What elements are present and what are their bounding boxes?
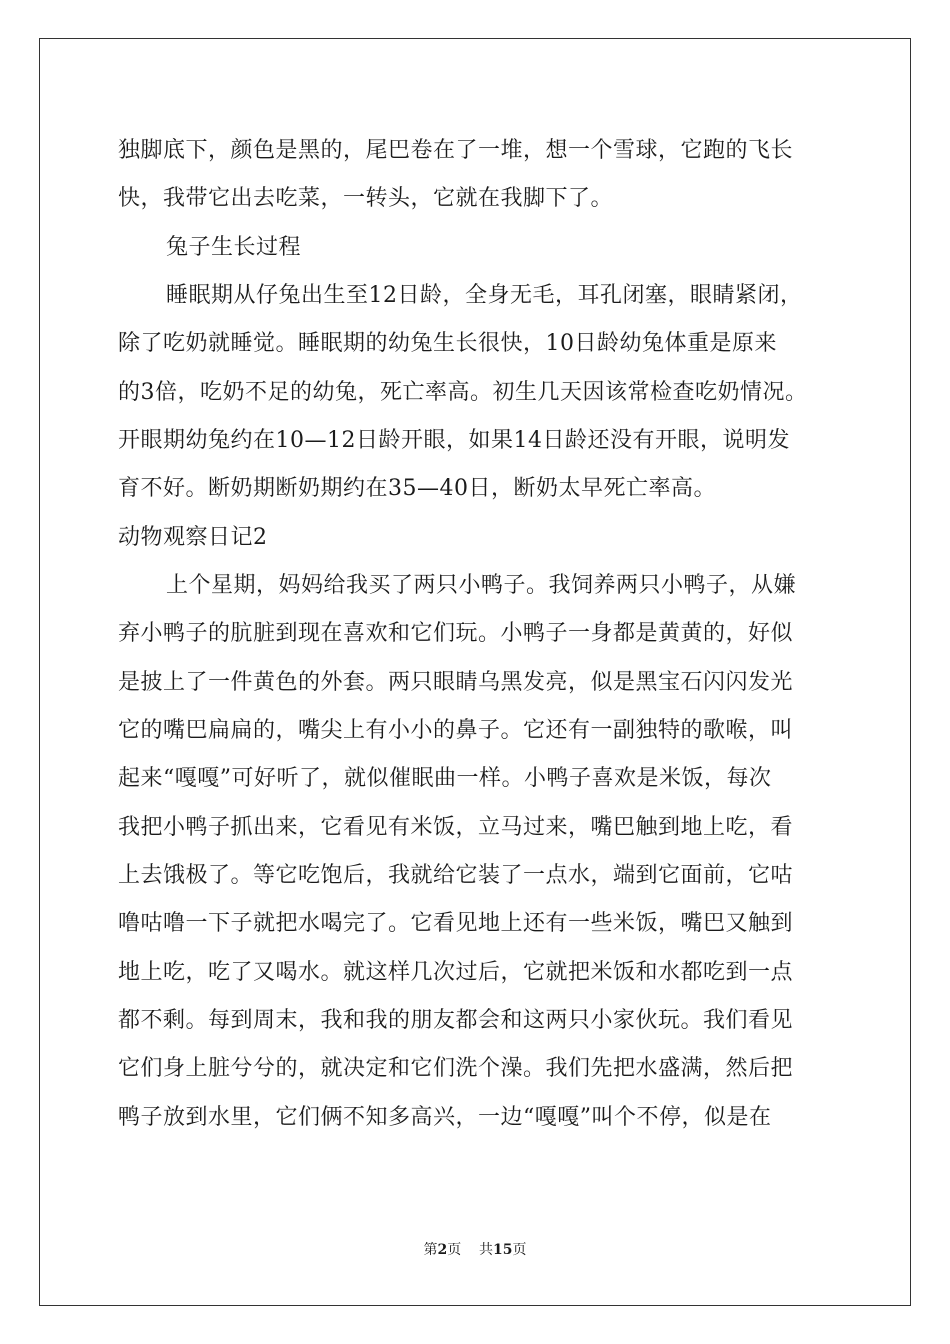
text-line: 它的嘴巴扁扁的，嘴尖上有小小的鼻子。它还有一副独特的歌喉，叫 <box>118 718 794 743</box>
total-prefix: 共 <box>479 1242 494 1258</box>
text-line: 是披上了一件黄色的外套。两只眼睛乌黑发亮，似是黑宝石闪闪发光 <box>118 670 794 695</box>
text-line: 除了吃奶就睡觉。睡眠期的幼兔生长很快，10日龄幼兔体重是原来 <box>118 331 777 356</box>
text-line: 它们身上脏兮兮的，就决定和它们洗个澡。我们先把水盛满，然后把 <box>118 1056 794 1081</box>
section-heading: 动物观察日记2 <box>118 525 268 550</box>
page-suffix: 页 <box>447 1242 462 1258</box>
text-line: 上个星期，妈妈给我买了两只小鸭子。我饲养两只小鸭子，从嫌 <box>166 573 797 598</box>
total-suffix: 页 <box>512 1242 527 1258</box>
text-line: 鸭子放到水里，它们俩不知多高兴，一边“嘎嘎”叫个不停，似是在 <box>118 1105 772 1130</box>
section-heading: 兔子生长过程 <box>166 235 302 260</box>
total-page-number: 15 <box>493 1242 513 1258</box>
page-prefix: 第 <box>423 1242 438 1258</box>
text-line: 都不剩。每到周末，我和我的朋友都会和这两只小家伙玩。我们看见 <box>118 1008 794 1033</box>
current-page-number: 2 <box>437 1242 448 1258</box>
text-line: 育不好。断奶期断奶期约在35—40日，断奶太早死亡率高。 <box>118 476 716 501</box>
text-line: 地上吃，吃了又喝水。就这样几次过后，它就把米饭和水都吃到一点 <box>118 960 794 985</box>
page-footer <box>0 1240 950 1260</box>
text-line: 的3倍，吃奶不足的幼兔，死亡率高。初生几天因该常检查吃奶情况。 <box>118 380 808 405</box>
text-line: 睡眠期从仔兔出生至12日龄，全身无毛，耳孔闭塞，眼睛紧闭， <box>166 283 803 308</box>
text-line: 开眼期幼兔约在10—12日龄开眼，如果14日龄还没有开眼，说明发 <box>118 428 790 453</box>
text-line: 噜咕噜一下子就把水喝完了。它看见地上还有一些米饭，嘴巴又触到 <box>118 911 794 936</box>
text-line: 快，我带它出去吃菜，一转头，它就在我脚下了。 <box>118 186 614 211</box>
text-line: 我把小鸭子抓出来，它看见有米饭，立马过来，嘴巴触到地上吃，看 <box>118 815 794 840</box>
text-line: 独脚底下，颜色是黑的，尾巴卷在了一堆，想一个雪球，它跑的飞长 <box>118 138 794 163</box>
text-line: 弃小鸭子的肮脏到现在喜欢和它们玩。小鸭子一身都是黄黄的，好似 <box>118 621 794 646</box>
text-line: 起来“嘎嘎”可好听了，就似催眠曲一样。小鸭子喜欢是米饭，每次 <box>118 766 772 791</box>
text-line: 上去饿极了。等它吃饱后，我就给它装了一点水，端到它面前，它咕 <box>118 863 794 888</box>
